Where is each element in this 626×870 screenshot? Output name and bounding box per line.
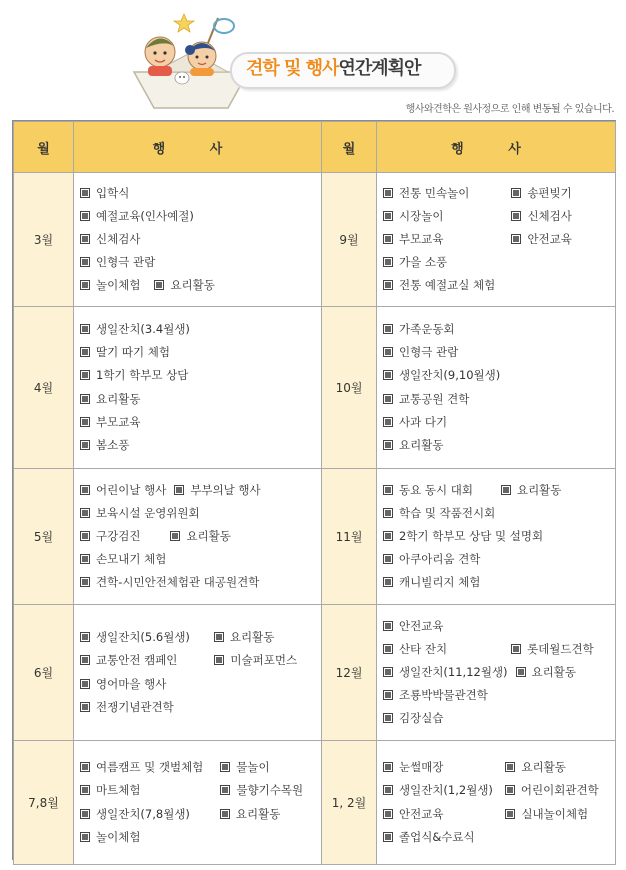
event-line — [80, 649, 321, 672]
checkbox-bullet-icon — [383, 785, 393, 795]
checkbox-bullet-icon — [80, 762, 90, 772]
event-label: 안전교육 — [399, 806, 444, 821]
event-list — [80, 479, 321, 595]
checkbox-bullet-icon — [80, 257, 90, 267]
list-item — [383, 615, 443, 638]
checkbox-bullet-icon — [383, 324, 393, 334]
checkbox-bullet-icon — [80, 234, 90, 244]
list-item — [80, 696, 174, 719]
event-label: 졸업식&수료식 — [399, 829, 475, 844]
event-line — [383, 251, 615, 274]
table-row — [14, 741, 616, 865]
event-label: 롯데월드견학 — [527, 641, 594, 656]
event-list — [383, 318, 615, 457]
checkbox-bullet-icon — [383, 188, 393, 198]
checkbox-bullet-icon — [383, 713, 393, 723]
event-line — [383, 756, 615, 779]
event-line — [383, 434, 615, 457]
event-line — [80, 388, 321, 411]
table-row — [14, 469, 616, 605]
checkbox-bullet-icon — [511, 211, 521, 221]
event-list — [383, 615, 615, 731]
month-cell-right: 10월 — [322, 307, 377, 469]
checkbox-bullet-icon — [80, 832, 90, 842]
list-item — [383, 318, 455, 341]
event-label: 전쟁기념관견학 — [96, 699, 174, 714]
checkbox-bullet-icon — [80, 809, 90, 819]
list-item — [383, 411, 447, 434]
event-line — [80, 341, 321, 364]
list-item — [80, 673, 166, 696]
list-item — [80, 318, 190, 341]
checkbox-bullet-icon — [505, 785, 515, 795]
change-notice: 행사와견학은 원사정으로 인해 변동될 수 있습니다. — [405, 104, 614, 115]
checkbox-bullet-icon — [220, 785, 230, 795]
events-cell-right — [377, 605, 616, 741]
event-label: 마트체험 — [96, 783, 141, 798]
list-item — [383, 756, 443, 779]
event-label: 시장놀이 — [399, 208, 444, 223]
table-row — [14, 307, 616, 469]
event-line — [383, 341, 615, 364]
event-label: 생일잔치(7,8월생) — [96, 806, 190, 821]
event-line — [80, 756, 321, 779]
list-item — [511, 228, 571, 251]
event-label: 눈썰매장 — [399, 760, 444, 775]
event-label: 미술퍼포먼스 — [230, 653, 298, 668]
event-line — [383, 228, 615, 251]
checkbox-bullet-icon — [170, 531, 180, 541]
list-item — [383, 182, 469, 205]
list-item — [214, 626, 274, 649]
list-item — [220, 756, 269, 779]
list-item — [383, 341, 458, 364]
month-heading-right: 월 — [322, 122, 377, 173]
event-label: 요리활동 — [521, 760, 566, 775]
checkbox-bullet-icon — [511, 188, 521, 198]
list-item — [80, 826, 140, 849]
table-row — [14, 605, 616, 741]
event-label: 캐니빌리지 체험 — [399, 575, 481, 590]
event-label: 요리활동 — [170, 278, 215, 293]
checkbox-bullet-icon — [383, 762, 393, 772]
checkbox-bullet-icon — [80, 347, 90, 357]
event-label: 인형극 관람 — [399, 345, 459, 360]
table-header-row — [14, 122, 616, 173]
event-line — [80, 364, 321, 387]
event-label: 요리활동 — [235, 806, 281, 821]
checkbox-bullet-icon — [383, 554, 393, 564]
list-item — [383, 684, 488, 707]
event-label: 2학기 학부모 상담 및 설명회 — [399, 528, 544, 543]
checkbox-bullet-icon — [214, 632, 224, 642]
checkbox-bullet-icon — [80, 554, 90, 564]
event-list — [80, 756, 321, 849]
checkbox-bullet-icon — [214, 655, 224, 665]
list-item — [383, 548, 480, 571]
event-label: 아쿠아리움 견학 — [399, 552, 481, 567]
event-line — [383, 479, 615, 502]
event-label: 보육시설 운영위원회 — [96, 505, 200, 520]
event-line — [80, 696, 321, 719]
list-item — [383, 228, 443, 251]
event-label: 구강검진 — [96, 528, 141, 543]
event-label: 생일잔치(3.4월생) — [96, 321, 190, 336]
list-item — [174, 479, 260, 502]
list-item — [383, 779, 493, 802]
list-item — [80, 803, 190, 826]
event-line — [383, 638, 615, 661]
list-item — [170, 525, 230, 548]
checkbox-bullet-icon — [80, 702, 90, 712]
checkbox-bullet-icon — [383, 280, 393, 290]
event-line — [80, 779, 321, 802]
list-item — [80, 251, 155, 274]
checkbox-bullet-icon — [80, 508, 90, 518]
schedule-table-wrapper — [12, 120, 616, 860]
event-line — [383, 411, 615, 434]
list-item — [511, 205, 571, 228]
list-item — [383, 502, 495, 525]
checkbox-bullet-icon — [383, 531, 393, 541]
event-label: 안전교육 — [527, 231, 572, 246]
list-item — [80, 479, 166, 502]
month-cell-left: 5월 — [14, 469, 74, 605]
event-label: 영어마을 행사 — [96, 676, 167, 691]
event-label: 물향기수목원 — [236, 783, 304, 798]
event-line — [383, 707, 615, 730]
checkbox-bullet-icon — [383, 690, 393, 700]
list-item — [383, 205, 443, 228]
title-rest: 연간계획안 — [338, 58, 421, 79]
checkbox-bullet-icon — [80, 785, 90, 795]
list-item — [383, 826, 475, 849]
list-item — [383, 274, 495, 297]
event-label: 전통 예절교실 체험 — [399, 278, 496, 293]
list-item — [80, 434, 129, 457]
checkbox-bullet-icon — [80, 417, 90, 427]
event-line — [383, 615, 615, 638]
list-item — [383, 364, 500, 387]
event-line — [383, 803, 615, 826]
events-cell-left — [74, 741, 322, 865]
event-line — [383, 388, 615, 411]
events-cell-right — [377, 741, 616, 865]
list-item — [80, 182, 129, 205]
checkbox-bullet-icon — [80, 531, 90, 541]
event-label: 생일잔치(5.6월생) — [96, 630, 190, 645]
event-line — [383, 548, 615, 571]
list-item — [80, 364, 188, 387]
event-label: 교통공원 견학 — [399, 391, 470, 406]
list-item — [505, 756, 565, 779]
events-cell-right — [377, 469, 616, 605]
checkbox-bullet-icon — [505, 809, 515, 819]
event-label: 실내놀이체험 — [521, 806, 589, 821]
event-line — [80, 434, 321, 457]
event-label: 김장실습 — [399, 711, 444, 726]
list-item — [80, 274, 140, 297]
checkbox-bullet-icon — [383, 485, 393, 495]
event-line — [80, 182, 321, 205]
event-label: 부모교육 — [96, 414, 141, 429]
event-line — [80, 411, 321, 434]
event-line — [383, 779, 615, 802]
checkbox-bullet-icon — [80, 632, 90, 642]
month-cell-left: 3월 — [14, 173, 74, 307]
event-label: 요리활동 — [531, 664, 576, 679]
checkbox-bullet-icon — [80, 280, 90, 290]
event-line — [383, 571, 615, 594]
event-label: 1학기 학부모 상담 — [96, 368, 189, 383]
checkbox-bullet-icon — [383, 234, 393, 244]
event-label: 요리활동 — [186, 528, 231, 543]
list-item — [80, 779, 140, 802]
event-label: 요리활동 — [96, 391, 141, 406]
checkbox-bullet-icon — [80, 577, 90, 587]
checkbox-bullet-icon — [383, 394, 393, 404]
event-label: 생일잔치(1,2월생) — [399, 783, 493, 798]
checkbox-bullet-icon — [511, 644, 521, 654]
event-line — [80, 548, 321, 571]
month-cell-right: 1, 2월 — [322, 741, 377, 865]
event-label: 부모교육 — [399, 231, 444, 246]
event-line — [80, 803, 321, 826]
checkbox-bullet-icon — [505, 762, 515, 772]
month-cell-left: 6월 — [14, 605, 74, 741]
list-item — [80, 756, 203, 779]
checkbox-bullet-icon — [174, 485, 184, 495]
list-item — [214, 649, 297, 672]
checkbox-bullet-icon — [383, 211, 393, 221]
checkbox-bullet-icon — [80, 370, 90, 380]
annual-schedule-table — [13, 121, 616, 865]
event-line — [80, 626, 321, 649]
event-line — [80, 274, 321, 297]
event-label: 안전교육 — [399, 618, 444, 633]
month-cell-right: 11월 — [322, 469, 377, 605]
event-line — [80, 205, 321, 228]
list-item — [80, 228, 140, 251]
checkbox-bullet-icon — [383, 347, 393, 357]
event-label: 신체검사 — [527, 208, 572, 223]
event-line — [80, 479, 321, 502]
checkbox-bullet-icon — [80, 394, 90, 404]
checkbox-bullet-icon — [383, 621, 393, 631]
event-list — [80, 626, 321, 719]
checkbox-bullet-icon — [80, 324, 90, 334]
list-item — [220, 803, 280, 826]
event-label: 딸기 따기 체험 — [96, 345, 170, 360]
list-item — [80, 626, 190, 649]
month-cell-left: 4월 — [14, 307, 74, 469]
event-label: 학습 및 작품전시회 — [399, 505, 496, 520]
event-label: 인형극 관람 — [96, 255, 156, 270]
checkbox-bullet-icon — [516, 667, 526, 677]
checkbox-bullet-icon — [80, 679, 90, 689]
list-item — [511, 638, 594, 661]
list-item — [383, 571, 480, 594]
event-line — [80, 502, 321, 525]
month-heading-left: 월 — [14, 122, 74, 173]
event-line — [383, 274, 615, 297]
event-label: 어린이날 행사 — [96, 482, 167, 497]
checkbox-bullet-icon — [383, 667, 393, 677]
event-label: 여름캠프 및 갯벌체험 — [96, 760, 204, 775]
event-label: 교통안전 캠페인 — [96, 653, 178, 668]
page-header — [0, 0, 626, 124]
checkbox-bullet-icon — [80, 188, 90, 198]
event-line — [383, 364, 615, 387]
event-line — [80, 673, 321, 696]
list-item — [80, 502, 200, 525]
event-line — [383, 182, 615, 205]
list-item — [80, 205, 194, 228]
table-row — [14, 173, 616, 307]
checkbox-bullet-icon — [154, 280, 164, 290]
list-item — [383, 803, 443, 826]
event-line — [80, 318, 321, 341]
list-item — [80, 525, 140, 548]
event-line — [383, 684, 615, 707]
list-item — [80, 571, 259, 594]
event-list — [80, 182, 321, 298]
event-list — [383, 479, 615, 595]
event-label: 예절교육(인사예절) — [96, 208, 194, 223]
event-label: 어린이회관견학 — [520, 783, 599, 798]
schedule-body — [14, 173, 616, 865]
checkbox-bullet-icon — [383, 832, 393, 842]
events-cell-left — [74, 605, 322, 741]
list-item — [154, 274, 214, 297]
checkbox-bullet-icon — [80, 485, 90, 495]
month-cell-right: 9월 — [322, 173, 377, 307]
checkbox-bullet-icon — [501, 485, 511, 495]
event-label: 놀이체험 — [96, 829, 141, 844]
event-line — [80, 571, 321, 594]
list-item — [505, 779, 599, 802]
list-item — [505, 803, 588, 826]
event-label: 입학식 — [96, 185, 130, 200]
events-heading-left: 행 사 — [74, 122, 322, 173]
list-item — [383, 638, 447, 661]
checkbox-bullet-icon — [511, 234, 521, 244]
checkbox-bullet-icon — [80, 440, 90, 450]
event-label: 생일잔치(9,10월생) — [399, 368, 501, 383]
events-cell-left — [74, 307, 322, 469]
list-item — [501, 479, 561, 502]
checkbox-bullet-icon — [383, 370, 393, 380]
event-line — [80, 525, 321, 548]
events-cell-right — [377, 307, 616, 469]
event-label: 물놀이 — [236, 760, 270, 775]
list-item — [383, 434, 443, 457]
event-label: 조룡박박물관견학 — [399, 688, 488, 703]
month-cell-left: 7,8월 — [14, 741, 74, 865]
list-item — [383, 251, 447, 274]
checkbox-bullet-icon — [220, 809, 230, 819]
list-item — [80, 388, 140, 411]
event-label: 생일잔치(11,12월생) — [399, 664, 508, 679]
list-item — [220, 779, 303, 802]
events-cell-left — [74, 173, 322, 307]
checkbox-bullet-icon — [383, 417, 393, 427]
events-heading-right: 행 사 — [377, 122, 616, 173]
event-label: 산타 잔치 — [399, 641, 448, 656]
list-item — [80, 341, 170, 364]
month-cell-right: 12월 — [322, 605, 377, 741]
list-item — [383, 661, 508, 684]
list-item — [383, 388, 469, 411]
checkbox-bullet-icon — [383, 440, 393, 450]
list-item — [80, 649, 177, 672]
checkbox-bullet-icon — [383, 644, 393, 654]
event-line — [383, 525, 615, 548]
event-label: 신체검사 — [96, 231, 141, 246]
page-title — [246, 55, 420, 83]
list-item — [80, 548, 166, 571]
event-list — [383, 182, 615, 298]
events-cell-left — [74, 469, 322, 605]
list-item — [516, 661, 576, 684]
event-list — [80, 318, 321, 457]
event-line — [80, 228, 321, 251]
event-line — [383, 318, 615, 341]
event-label: 사과 다기 — [399, 414, 448, 429]
event-label: 견학-시민안전체험관 대공원견학 — [96, 575, 260, 590]
event-label: 요리활동 — [399, 437, 444, 452]
event-label: 놀이체험 — [96, 278, 141, 293]
event-label: 가족운동회 — [399, 321, 455, 336]
event-label: 가을 소풍 — [399, 255, 448, 270]
list-item — [383, 479, 473, 502]
checkbox-bullet-icon — [80, 211, 90, 221]
checkbox-bullet-icon — [383, 577, 393, 587]
event-label: 봄소풍 — [96, 437, 130, 452]
event-line — [383, 205, 615, 228]
checkbox-bullet-icon — [383, 257, 393, 267]
title-highlight: 견학 및 행사 — [246, 58, 339, 79]
event-label: 요리활동 — [516, 482, 562, 497]
event-label: 송편빚기 — [527, 185, 572, 200]
list-item — [383, 707, 443, 730]
event-label: 요리활동 — [229, 630, 275, 645]
event-list — [383, 756, 615, 849]
event-line — [383, 826, 615, 849]
event-label: 전통 민속놀이 — [399, 185, 470, 200]
event-line — [383, 502, 615, 525]
event-line — [80, 826, 321, 849]
event-label: 동요 동시 대회 — [399, 482, 473, 497]
event-label: 손모내기 체험 — [96, 552, 167, 567]
list-item — [511, 182, 571, 205]
events-cell-right — [377, 173, 616, 307]
event-line — [80, 251, 321, 274]
list-item — [80, 411, 140, 434]
checkbox-bullet-icon — [80, 655, 90, 665]
list-item — [383, 525, 543, 548]
checkbox-bullet-icon — [383, 809, 393, 819]
event-line — [383, 661, 615, 684]
event-label: 부부의날 행사 — [190, 482, 261, 497]
checkbox-bullet-icon — [220, 762, 230, 772]
checkbox-bullet-icon — [383, 508, 393, 518]
